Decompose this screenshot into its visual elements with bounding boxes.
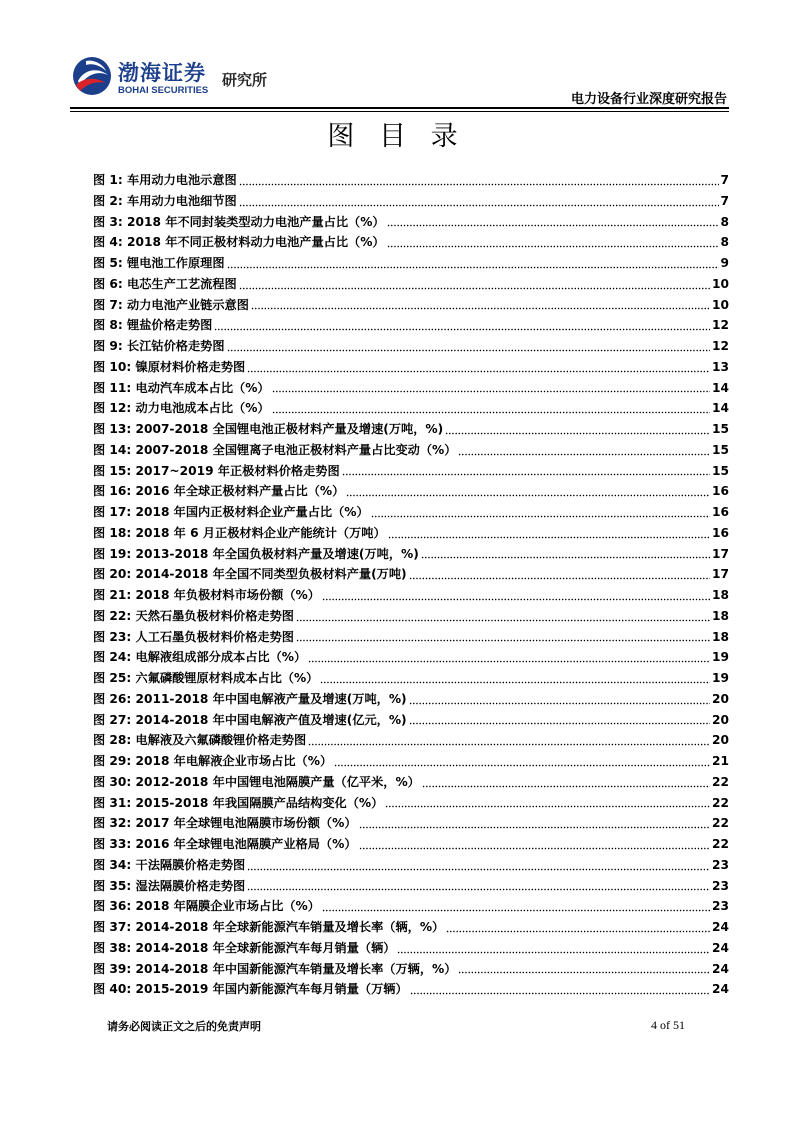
toc-entry-label: 图 31: 2015-2018 年我国隔膜产品结构变化（%） [93,795,384,810]
toc-entry-page: 10 [712,297,729,312]
toc-entry-label: 图 20: 2014-2018 年全国不同类型负极材料产量(万吨) [93,567,407,582]
toc-dot-leader [296,639,710,642]
toc-dot-leader [387,224,719,227]
toc-dot-leader [308,660,710,663]
toc-entry[interactable] [93,835,729,856]
toc-entry-label: 图 14: 2007-2018 全国锂离子电池正极材料产量占比变动（%） [93,442,457,457]
toc-dot-leader [322,909,710,912]
toc-entry-page: 12 [712,318,729,333]
toc-entry[interactable] [93,420,729,441]
toc-dot-leader [296,619,710,622]
toc-entry-label: 图 32: 2017 年全球锂电池隔膜市场份额（%） [93,816,357,831]
toc-entry-page: 7 [720,173,729,187]
logo-institute-name: 研究所 [222,71,268,89]
toc-entry-page: 16 [712,505,729,519]
toc-entry[interactable] [93,897,729,918]
toc-entry[interactable] [93,545,729,566]
toc-entry-page: 12 [712,339,729,353]
toc-entry-page: 13 [712,359,729,374]
toc-entry-page: 23 [712,878,729,893]
toc-entry[interactable] [93,565,729,586]
toc-entry[interactable] [93,233,729,254]
header-divider-thin [70,111,729,112]
toc-dot-leader [239,287,710,290]
toc-entry-label: 图 16: 2016 年全球正极材料产量占比（%） [93,484,345,499]
toc-entry-page: 15 [712,442,729,457]
toc-entry-label: 图 40: 2015-2019 年国内新能源汽车每月销量（万辆） [93,982,408,997]
toc-dot-leader [387,245,719,248]
logo-chinese-name: 渤海证券 [118,60,206,85]
toc-dot-leader [422,785,710,788]
toc-entry-label: 图 12: 动力电池成本占比（%） [93,401,270,416]
toc-entry[interactable] [93,524,729,545]
toc-entry-label: 图 17: 2018 年国内正极材料企业产量占比（%） [93,505,369,519]
toc-dot-leader [385,805,710,808]
toc-entry-label: 图 5: 锂电池工作原理图 [93,256,225,270]
toc-entry-page: 15 [712,422,729,436]
toc-entry[interactable] [93,669,729,690]
toc-entry-label: 图 25: 六氟磷酸锂原材料成本占比（%） [93,671,319,685]
toc-entry-label: 图 10: 镍原材料价格走势图 [93,359,246,374]
toc-entry[interactable] [93,773,729,794]
toc-entry-label: 图 7: 动力电池产业链示意图 [93,297,249,312]
toc-entry[interactable] [93,939,729,960]
toc-entry-page: 18 [712,608,729,623]
logo-english-name: BOHAI SECURITIES [118,85,209,96]
toc-entry[interactable] [93,918,729,939]
toc-entry-page: 19 [712,650,729,665]
toc-entry[interactable] [93,296,729,317]
bohai-logo-icon [72,55,112,97]
toc-entry-label: 图 21: 2018 年负极材料市场份额（%） [93,588,320,602]
toc-entry-page: 17 [712,546,729,561]
toc-entry[interactable] [93,628,729,649]
toc-entry-page: 22 [712,837,729,851]
toc-dot-leader [410,992,710,995]
header-divider [70,107,729,109]
toc-entry-label: 图 18: 2018 年 6 月正极材料企业产能统计（万吨） [93,525,386,540]
toc-entry-label: 图 34: 干法隔膜价格走势图 [93,857,246,872]
toc-entry[interactable] [93,482,729,503]
toc-dot-leader [397,951,710,954]
toc-entry-label: 图 28: 电解液及六氟磷酸锂价格走势图 [93,733,307,748]
toc-dot-leader [247,370,710,373]
toc-entry-page: 24 [712,982,729,997]
toc-dot-leader [409,702,710,705]
toc-dot-leader [445,432,710,435]
toc-entry-page: 21 [712,754,729,768]
toc-entry-label: 图 23: 人工石墨负极材料价格走势图 [93,629,294,644]
toc-entry-page: 22 [712,774,729,789]
toc-entry-label: 图 30: 2012-2018 年中国锂电池隔膜产量（亿平米，%） [93,774,420,789]
toc-entry-page: 23 [712,899,729,914]
toc-dot-leader [359,826,711,829]
toc-entry-label: 图 22: 天然石墨负极材料价格走势图 [93,608,294,623]
page-number: 4 of 51 [651,1018,685,1032]
toc-entry[interactable] [93,254,729,275]
page-title: 图 目 录 [327,121,466,152]
toc-entry-label: 图 38: 2014-2018 年全球新能源汽车每月销量（辆） [93,940,396,955]
toc-entry-label: 图 35: 湿法隔膜价格走势图 [93,878,246,893]
toc-entry-page: 9 [720,256,729,270]
toc-entry[interactable] [93,814,729,835]
toc-entry-page: 22 [712,816,729,831]
toc-dot-leader [409,722,710,725]
toc-dot-leader [272,411,710,414]
toc-entry-label: 图 6: 电芯生产工艺流程图 [93,276,237,291]
toc-entry-label: 图 39: 2014-2018 年中国新能源汽车销量及增长率（万辆，%） [93,961,457,976]
toc-entry-label: 图 4: 2018 年不同正极材料动力电池产量占比（%） [93,235,385,250]
toc-entry[interactable] [93,379,729,400]
toc-entry[interactable] [93,960,729,981]
toc-entry-page: 14 [712,380,729,395]
toc-entry[interactable] [93,607,729,628]
toc-entry-label: 图 37: 2014-2018 年全球新能源汽车销量及增长率（辆，%） [93,920,445,934]
toc-entry[interactable] [93,358,729,379]
toc-entry[interactable] [93,462,729,483]
toc-entry-page: 20 [712,691,729,706]
toc-entry-label: 图 9: 长江钴价格走势图 [93,339,225,353]
toc-entry[interactable] [93,171,729,192]
toc-entry[interactable] [93,856,729,877]
toc-entry-label: 图 15: 2017~2019 年正极材料价格走势图 [93,463,340,478]
toc-entry-page: 17 [712,567,729,582]
toc-entry-page: 16 [712,525,729,540]
toc-entry[interactable] [93,213,729,234]
toc-entry[interactable] [93,711,729,732]
toc-entry-page: 24 [712,961,729,976]
toc-entry[interactable] [93,337,729,358]
toc-entry-label: 图 33: 2016 年全球锂电池隔膜产业格局（%） [93,837,357,851]
toc-dot-leader [247,888,710,891]
toc-entry[interactable] [93,752,729,773]
toc-entry[interactable] [93,316,729,337]
report-type: 电力设备行业深度研究报告 [570,92,727,107]
toc-entry-label: 图 19: 2013-2018 年全国负极材料产量及增速(万吨，%) [93,546,419,561]
toc-entry-page: 10 [712,276,729,291]
toc-entry-page: 18 [712,629,729,644]
toc-entry-label: 图 11: 电动汽车成本占比（%） [93,380,270,395]
toc-dot-leader [359,847,711,850]
toc-entry-page: 20 [712,712,729,727]
toc-entry[interactable] [93,794,729,815]
toc-entry[interactable] [93,441,729,462]
toc-entry[interactable] [93,503,729,524]
toc-entry[interactable] [93,980,729,1001]
toc-dot-leader [334,764,710,767]
toc-entry-label: 图 26: 2011-2018 年中国电解液产量及增速(万吨，%) [93,691,407,706]
toc-dot-leader [458,453,710,456]
toc-dot-leader [421,556,710,559]
toc-entry-label: 图 36: 2018 年隔膜企业市场占比（%） [93,899,320,914]
footer-disclaimer: 请务必阅读正文之后的免责声明 [107,1020,261,1033]
toc-dot-leader [227,266,719,269]
toc-dot-leader [251,307,710,310]
toc-dot-leader [247,868,710,871]
toc-dot-leader [272,390,710,393]
toc-entry[interactable] [93,399,729,420]
toc-entry-page: 7 [720,193,729,208]
toc-entry-page: 19 [712,671,729,685]
toc-dot-leader [458,971,710,974]
toc-dot-leader [214,328,710,331]
toc-dot-leader [308,743,710,746]
toc-entry-page: 22 [712,795,729,810]
toc-dot-leader [388,536,710,539]
toc-dot-leader [239,204,719,207]
toc-entry-label: 图 1: 车用动力电池示意图 [93,173,237,187]
toc-entry-page: 8 [720,235,729,250]
toc-entry[interactable] [93,877,729,898]
toc-dot-leader [322,598,710,601]
toc-entry-label: 图 3: 2018 年不同封装类型动力电池产量占比（%） [93,214,385,229]
toc-dot-leader [446,930,710,933]
toc-dot-leader [409,577,710,580]
toc-dot-leader [320,681,710,684]
toc-entry-page: 15 [712,463,729,478]
toc-entry[interactable] [93,690,729,711]
toc-entry-page: 16 [712,484,729,499]
toc-entry-page: 20 [712,733,729,748]
toc-dot-leader [346,494,710,497]
toc-entry[interactable] [93,731,729,752]
toc-entry[interactable] [93,586,729,607]
toc-dot-leader [342,473,710,476]
toc-entry-label: 图 8: 锂盐价格走势图 [93,318,213,333]
toc-entry-label: 图 13: 2007-2018 全国锂电池正极材料产量及增速(万吨，%) [93,422,444,436]
toc-entry-label: 图 29: 2018 年电解液企业市场占比（%） [93,754,333,768]
toc-entry-page: 14 [712,401,729,416]
figure-list [93,171,729,1001]
toc-entry-label: 图 27: 2014-2018 年中国电解液产值及增速(亿元，%) [93,712,407,727]
toc-entry-page: 24 [712,940,729,955]
toc-entry[interactable] [93,192,729,213]
toc-entry-page: 8 [720,214,729,229]
toc-dot-leader [239,183,719,186]
toc-entry-page: 18 [712,588,729,602]
toc-dot-leader [371,515,710,518]
bohai-securities-logo [72,55,292,101]
toc-entry[interactable] [93,648,729,669]
toc-entry-label: 图 2: 车用动力电池细节图 [93,193,237,208]
toc-entry-page: 23 [712,857,729,872]
toc-entry[interactable] [93,275,729,296]
toc-dot-leader [227,349,711,352]
toc-entry-page: 24 [712,920,729,934]
toc-entry-label: 图 24: 电解液组成部分成本占比（%） [93,650,307,665]
